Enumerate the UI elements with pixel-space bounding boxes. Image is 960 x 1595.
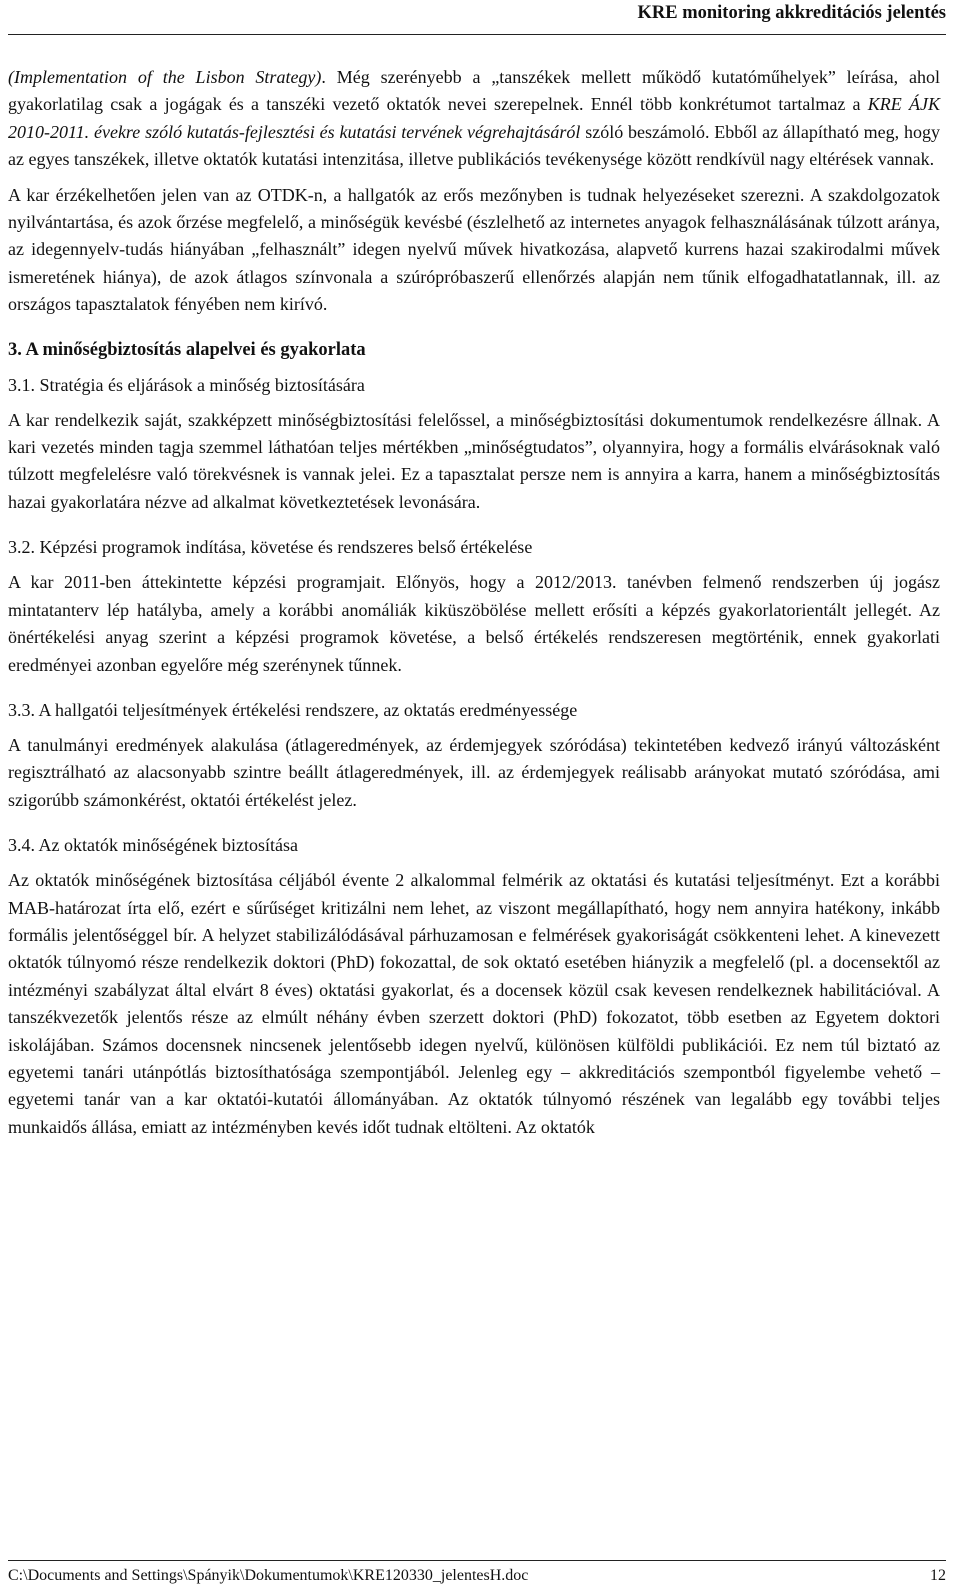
section-3-1-text: A kar rendelkezik saját, szakképzett minőségbiztosítási felelőssel, a minőségbiztosítási dokumentumok rendelkezésre állnak. A kari vezetés minden tagja szemmel láthatóan teljes mértékben „minőségtudatos”, olyannyira, hogy a formális elvárásoknak való túlzott megfelelésre való törekvésnek is vannak jelei. Ez a tapasztalat persze nem is annyira a karra, hanem a minőségbiztosítás hazai gyakorlatára nézve ad alkalmat következtetések levonására. bbox=[8, 409, 940, 512]
section-3-1-title: 3.1. Stratégia és eljárások a minőség biztosítására bbox=[8, 374, 365, 395]
paragraph-research bbox=[8, 64, 940, 174]
text-run: . Még szerényebb a „tanszékek mellett működő kutatóműhelyek” leírása, ahol gyakorlatilag csak a jogágak és a tanszéki vezető oktatók nevei szerepelnek. Ennél több konkrétumot tartalmaz a bbox=[8, 67, 940, 115]
section-3-2-text: A kar 2011-ben áttekintette képzési programjait. Előnyös, hogy a 2012/2013. tanévben felmenő rendszerben új jogász mintatanterv lép hatályba, amely a korábbi anomáliák kiküszöbölése mellett erősíti a képzés gyakorlatorientált jellegét. Az önértékelési anyag szerint a képzési programok követése, a belső értékelés rendszeresen megtörténik, ennek gyakorlati eredményei azonban egyelőre még szerénynek tűnnek. bbox=[8, 572, 940, 675]
page-footer bbox=[8, 1560, 946, 1587]
section-3-4-text: Az oktatók minőségének biztosítása céljából évente 2 alkalommal felmérik az oktatási és kutatási teljesítményt. Ezt a korábbi MAB-határozat írta elő, ezért e sűrűséget kritizálni nem lehet, az viszont megállapítható, hogy nem annyira hatékony, inkább formális jelentőséggel bír. A helyzet stabilizálódásával párhuzamosan e felmérések gyakoriságát csökkenteni lehet. A kinevezett oktatók túlnyomó része rendelkezik doktori (PhD) fokozattal, de sok oktató esetében hiányzik a megfelelő (pl. a docensektől az intézményi szabályzat által elvárt 8 éves) oktatási gyakorlat, és a docensek közül csak kevesen rendelkeznek habilitációval. A tanszékvezetők jelentős része az elmúlt néhány évben szerzett doktori (PhD) fokozatot, több esetben az Egyetem doktori iskolájában. Számos docensnek nincsenek jelentősebb idegen nyelvű, különösen külföldi publikációi. Ez nem túl biztató az egyetemi tanári utánpótlás biztosíthatósága szempontjából. Jelenleg egy – akkreditációs szempontból figyelembe vehető – egyetemi tanár van a kar oktatói-kutatói állományában. Az oktatók túlnyomó részének van legalább egy további teljes munkaidős állása, emiatt az intézményben kevés időt tudnak eltölteni. Az oktatók bbox=[8, 870, 940, 1137]
section-3-title: 3. A minőségbiztosítás alapelvei és gyakorlata bbox=[8, 339, 366, 360]
document-body bbox=[8, 64, 940, 1141]
section-3-2-title: 3.2. Képzési programok indítása, követése és rendszeres belső értékelése bbox=[8, 537, 533, 558]
paragraph-otdk: A kar érzékelhetően jelen van az OTDK-n, a hallgatók az erős mezőnyben is tudnak helyezéseket szerezni. A szakdolgozatok nyilvántartása, és azok őrzése megfelelő, a minőségük kevésbé (észlelhető az internetes anyagok felhasználásának túlzott aránya, az idegennyelv-tudás hiányában „felhasznált” idegen nyelvű művek hivatkozása, alapvető kurrens hazai szakirodalmi művek ismeretének hiánya), de azok átlagos színvonala a szúrópróbaszerű ellenőrzés alapján nem tűnik elfogadhatatlannak, ill. az országos tapasztalatok fényében nem kirívó. bbox=[8, 184, 940, 315]
header-title: KRE monitoring akkreditációs jelentés bbox=[637, 3, 946, 23]
page-header bbox=[8, 0, 946, 35]
italic-text-run: KRE ÁJK 2010-2011. évekre szóló kutatás-fejlesztési és kutatási tervének végrehajtásáról bbox=[8, 94, 940, 142]
text-run: szóló beszámoló. Ebből az állapítható meg, hogy az egyes tanszékek, illetve oktatók kutatási intenzitása, illetve publikációs tevékenysége között rendkívül nagy eltérések vannak. bbox=[8, 121, 940, 170]
italic-text-run: (Implementation of the Lisbon Strategy) bbox=[8, 67, 322, 87]
section-3-4-title: 3.4. Az oktatók minőségének biztosítása bbox=[8, 835, 298, 856]
page-number: 12 bbox=[930, 1567, 946, 1584]
footer-file-path: C:\Documents and Settings\Spányik\Dokumentumok\KRE120330_jelentesH.doc bbox=[8, 1567, 529, 1584]
section-3-3-text: A tanulmányi eredmények alakulása (átlageredmények, az érdemjegyek szóródása) tekintetében kedvező irányú változásként regisztrálható az alacsonyabb szintre beállt átlageredmények, ill. az érdemjegyek reálisabb arányokat mutató szóródása, ami szigorúbb számonkérést, oktatói értékelést jelez. bbox=[8, 734, 940, 810]
section-3-3-title: 3.3. A hallgatói teljesítmények értékelési rendszere, az oktatás eredményessége bbox=[8, 699, 578, 720]
